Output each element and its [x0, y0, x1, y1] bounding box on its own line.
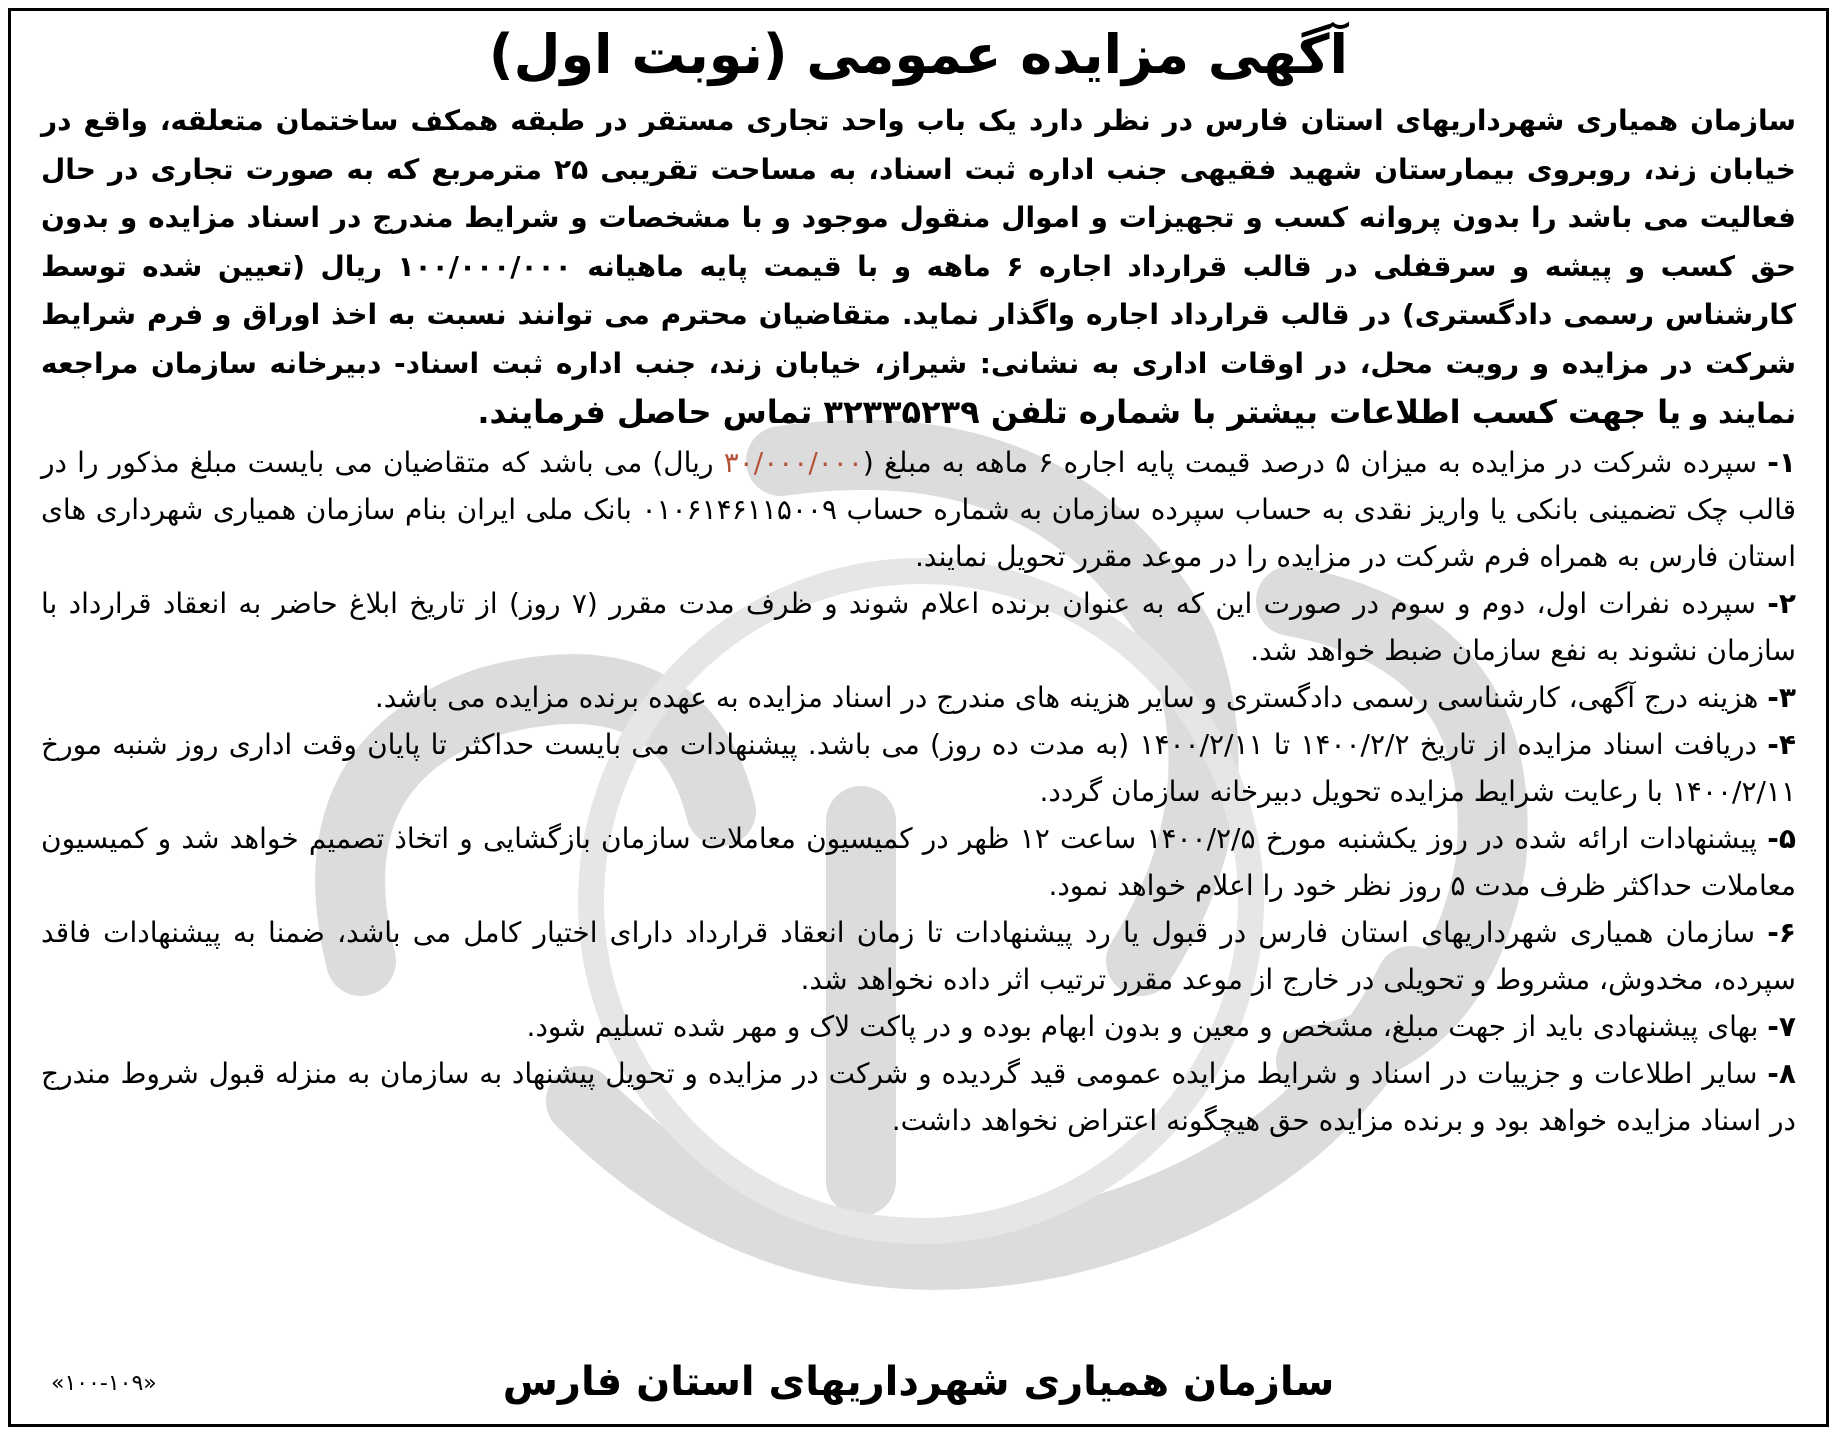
clause-4 [41, 721, 1796, 815]
clause-6 [41, 909, 1796, 1003]
clause-number: ۳- [1767, 680, 1796, 714]
deposit-amount: ۳۰/۰۰۰/۰۰۰ [723, 445, 863, 479]
clause-text: دریافت اسناد مزایده از تاریخ ۱۴۰۰/۲/۲ تا ۱۴۰۰/۲/۱۱ (به مدت ده روز) می باشد. پیشنهادات می بایست حداکثر تا پایان وقت اداری روز شنبه مورخ ۱۴۰۰/۲/۱۱ با رعایت شرایط مزایده تحویل دبیرخانه سازمان گردد. [41, 727, 1796, 808]
notice-content [11, 11, 1826, 1144]
clause-1 [41, 439, 1796, 580]
clause-text: بهای پیشنهادی باید از جهت مبلغ، مشخص و معین و بدون ابهام بوده و در پاکت لاک و مهر شده تسلیم شود. [526, 1009, 1759, 1043]
clause-number: ۸- [1767, 1056, 1796, 1090]
notice-footer [41, 1350, 1796, 1414]
clause-8 [41, 1050, 1796, 1144]
intro-text: سازمان همیاری شهرداریهای استان فارس در نظر دارد یک باب واحد تجاری مستقر در طبقه همکف ساختمان متعلقه، واقع در خیابان زند، روبروی بیمارستان شهید فقیهی جنب اداره ثبت اسناد، به مساحت تقریبی ۲۵ مترمربع که به صورت تجاری در حال فعالیت می باشد را بدون پروانه کسب و تجهیزات و اموال منقول موجود و با مشخصات و شرایط مندرج در اسناد مزایده و بدون حق کسب و پیشه و سرقفلی در قالب قرارداد اجاره ۶ ماهه و با قیمت پایه ماهیانه ۱۰۰/۰۰۰/۰۰۰ ریال (تعیین شده توسط کارشناس رسمی دادگستری) در قالب قرارداد اجاره واگذار نماید. متقاضیان محترم می توانند نسبت به اخذ اوراق و فرم شرایط شرکت در مزایده و رویت محل، در اوقات اداری به نشانی: شیراز، خیابان زند، جنب اداره ثبت اسناد- دبیرخانه سازمان مراجعه نمایند و [41, 104, 1796, 430]
clause-text: سایر اطلاعات و جزییات در اسناد و شرایط مزایده عمومی قید گردیده و شرکت در مزایده و تحویل پیشنهاد به سازمان به منزله قبول شروط مندرج در اسناد مزایده خواهد بود و برنده مزایده حق هیچگونه اعتراض نخواهد داشت. [41, 1056, 1796, 1137]
clause-text: پیشنهادات ارائه شده در روز یکشنبه مورخ ۱۴۰۰/۲/۵ ساعت ۱۲ ظهر در کمیسیون معاملات سازمان بازگشایی و اتخاذ تصمیم خواهد شد و کمیسیون معاملات حداکثر ظرف مدت ۵ روز نظر خود را اعلام خواهد نمود. [41, 821, 1796, 902]
clause-number: ۱- [1767, 445, 1796, 479]
clause-text: سازمان همیاری شهرداریهای استان فارس در قبول یا رد پیشنهادات تا زمان انعقاد قرارداد دارای اختیار کامل می باشد، ضمنا به پیشنهادات فاقد سپرده، مخدوش، مشروط و تحویلی در خارج از موعد مقرر ترتیب اثر داده نخواهد شد. [41, 915, 1796, 996]
clause-text: هزینه درج آگهی، کارشناسی رسمی دادگستری و سایر هزینه های مندرج در اسناد مزایده به عهده برنده مزایده می باشد. [374, 680, 1759, 714]
clause-2 [41, 580, 1796, 674]
intro-paragraph [41, 97, 1796, 439]
clause-number: ۴- [1767, 727, 1796, 761]
clause-7 [41, 1003, 1796, 1050]
notice-frame [8, 8, 1829, 1427]
clause-number: ۵- [1767, 821, 1797, 855]
notice-title: آگهی مزایده عمومی (نوبت اول) [488, 23, 1349, 86]
clause-number: ۶- [1767, 915, 1796, 949]
clause-3 [41, 674, 1796, 721]
clause-5 [41, 815, 1796, 909]
issuer-signature: سازمان همیاری شهرداریهای استان فارس [502, 1359, 1335, 1405]
clause-text: ریال) می باشد که متقاضیان می بایست مبلغ مذکور را در قالب چک تضمینی بانکی یا واریز نقدی به حساب سپرده سازمان به شماره حساب ۰۱۰۶۱۴۶۱۱۵۰۰۹ بانک ملی ایران بنام سازمان همیاری شهرداری های استان فارس به همراه فرم شرکت در مزایده را در موعد مقرر تحویل نمایند. [41, 445, 1797, 573]
conditions-list [41, 439, 1796, 1144]
clause-text: سپرده نفرات اول، دوم و سوم در صورت این که به عنوان برنده اعلام شوند و ظرف مدت مقرر (۷ روز) از تاریخ ابلاغ حاضر به انعقاد قرارداد با سازمان نشوند به نفع سازمان ضبط خواهد شد. [41, 586, 1796, 667]
ad-code: «۱۰۰-۱۰۹» [51, 1371, 157, 1396]
clause-text: سپرده شرکت در مزایده به میزان ۵ درصد قیمت پایه اجاره ۶ ماهه به مبلغ ( [862, 445, 1758, 479]
clause-number: ۷- [1767, 1009, 1796, 1043]
clause-number: ۲- [1767, 586, 1796, 620]
contact-phone-text: یا جهت کسب اطلاعات بیشتر با شماره تلفن ۳۲۳۳۵۲۳۹ تماس حاصل فرمایند. [477, 393, 1682, 431]
